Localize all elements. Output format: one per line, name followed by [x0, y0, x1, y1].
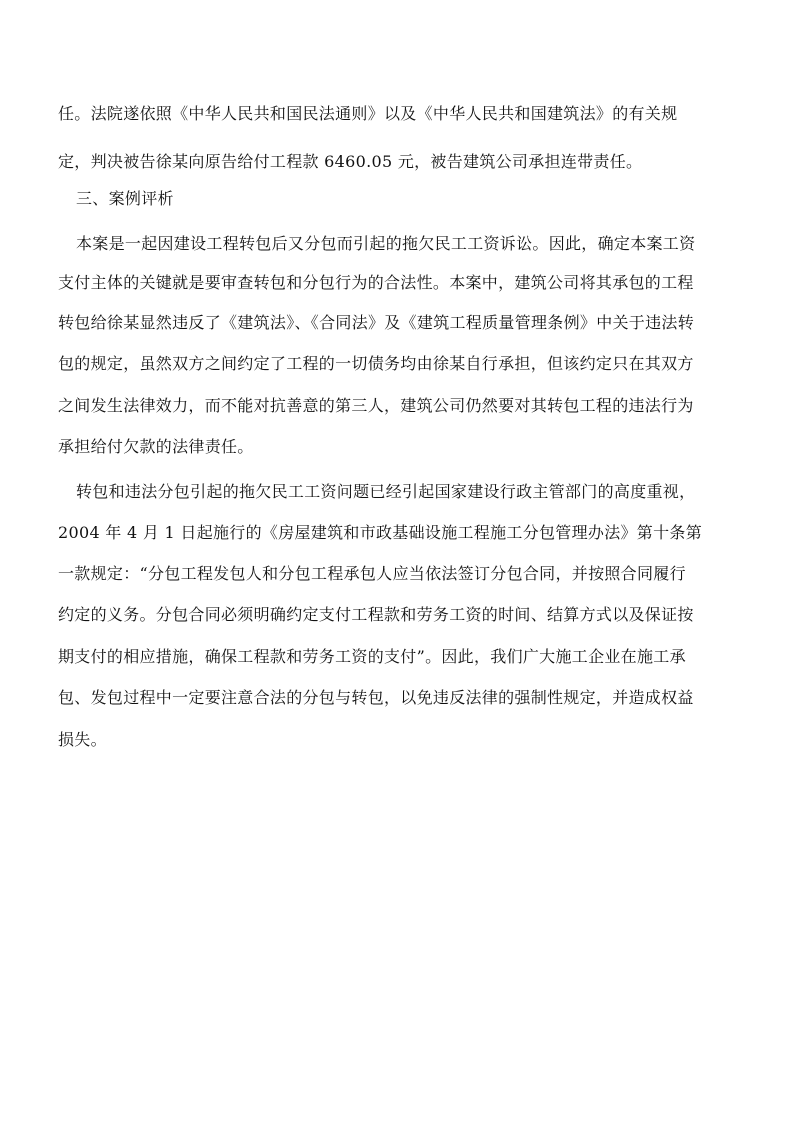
paragraph-2-line-3: 转包给徐某显然违反了《建筑法》、《合同法》及《建筑工程质量管理条例》中关于违法转: [58, 313, 695, 332]
section-heading: 三、案例评析: [76, 189, 174, 208]
paragraph-2-line-4: 包的规定，虽然双方之间约定了工程的一切债务均由徐某自行承担，但该约定只在其双方: [58, 354, 694, 373]
paragraph-3-line-3: 一款规定：“分包工程发包人和分包工程承包人应当依法签订分包合同，并按照合同履行: [58, 564, 686, 583]
paragraph-2-line-2: 支付主体的关键就是要审查转包和分包行为的合法性。本案中，建筑公司将其承包的工程: [58, 273, 694, 292]
paragraph-1-line-2: 定，判决被告徐某向原告给付工程款 6460.05 元，被告建筑公司承担连带责任。: [58, 152, 643, 171]
paragraph-3-line-5: 期支付的相应措施，确保工程款和劳务工资的支付”。因此，我们广大施工企业在施工承: [58, 647, 686, 666]
paragraph-1-line-1: 任。法院遂依照《中华人民共和国民法通则》以及《中华人民共和国建筑法》的有关规: [58, 104, 678, 123]
paragraph-2-line-1: 本案是一起因建设工程转包后又分包而引起的拖欠民工工资诉讼。因此，确定本案工资: [76, 234, 696, 253]
paragraph-3-line-7: 损失。: [58, 730, 107, 749]
paragraph-3-line-4: 约定的义务。分包合同必须明确约定支付工程款和劳务工资的时间、结算方式以及保证按: [58, 605, 694, 624]
paragraph-2-line-6: 承担给付欠款的法律责任。: [58, 437, 254, 456]
paragraph-3-line-1: 转包和违法分包引起的拖欠民工工资问题已经引起国家建设行政主管部门的高度重视，: [76, 482, 696, 501]
paragraph-2-line-5: 之间发生法律效力，而不能对抗善意的第三人，建筑公司仍然要对其转包工程的违法行为: [58, 396, 694, 415]
paragraph-3-line-6: 包、发包过程中一定要注意合法的分包与转包，以免违反法律的强制性规定，并造成权益: [58, 688, 694, 707]
paragraph-3-line-2: 2004 年 4 月 1 日起施行的《房屋建筑和市政基础设施工程施工分包管理办法》第十条第: [58, 523, 703, 542]
